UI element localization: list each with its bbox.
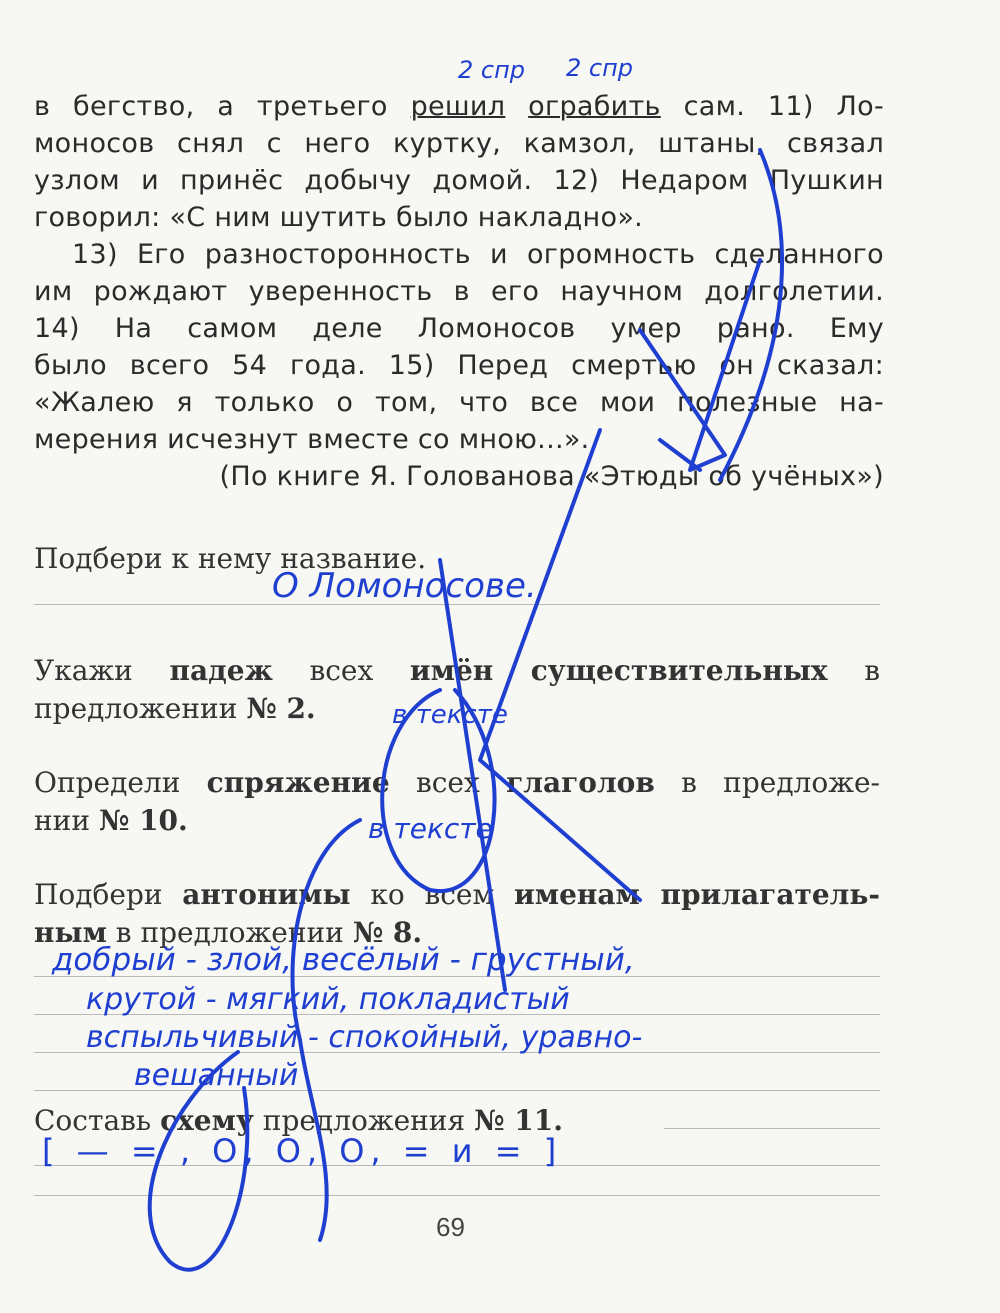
task-keyword: ным: [34, 916, 107, 949]
task-keyword: № 2.: [246, 692, 316, 725]
task-text: предложении: [34, 692, 247, 725]
task-text: в предложе-: [654, 766, 880, 799]
task-title-text: Подбери к нему название.: [34, 542, 427, 575]
handwritten-antonyms: вешанный: [134, 1058, 299, 1093]
underlined-verb-1: решил: [410, 91, 506, 122]
underlined-verb-2: ограбить: [528, 91, 661, 122]
stamp-stroke-k2: [480, 430, 640, 900]
task-keyword: № 8.: [352, 916, 423, 949]
task-keyword: № 10.: [98, 804, 188, 837]
stamp-stroke-o2: [382, 690, 494, 891]
task-text: ко всем: [350, 878, 514, 911]
handwritten-antonyms: вспыльчивый - спокойный, уравно-: [86, 1020, 643, 1055]
passage-text: в бегство, а третьего: [34, 91, 411, 122]
passage-line: «Жалею я только о том, что все мои полезные на-: [34, 387, 884, 418]
task-text: Определи: [34, 766, 207, 799]
passage-line: моносов снял с него куртку, камзол, штаны, связал: [34, 128, 884, 159]
task-text: в: [827, 654, 880, 687]
task-text: в предложении: [106, 916, 353, 949]
task-text: всех: [389, 766, 507, 799]
task-keyword: № 11.: [474, 1104, 563, 1137]
passage-text: сам. 11) Ло-: [660, 91, 884, 122]
passage-line: 13) Его разносторонность и огромность сделанного: [72, 239, 884, 270]
task-keyword: спряжение: [206, 766, 390, 799]
passage-line: узлом и принёс добычу домой. 12) Недаром Пушкин: [34, 165, 884, 196]
passage-source: (По книге Я. Голованова «Этюды об учёных»): [219, 461, 884, 492]
handwritten-antonyms: крутой - мягкий, покладистый: [86, 982, 570, 1017]
handwritten-case-answer: в тексте: [392, 700, 508, 730]
handwritten-annotation: 2 спр: [566, 54, 634, 82]
stamp-stroke-o: [150, 1052, 248, 1270]
task-keyword: глаголов: [506, 766, 655, 799]
handwritten-antonyms: добрый - злой, весёлый - грустный,: [52, 942, 635, 978]
passage-line: говорил: «С ним шутить было накладно».: [34, 202, 644, 233]
stamp-stroke-v: [720, 150, 782, 480]
passage-line: 14) На самом деле Ломоносов умер рано. Ему: [34, 313, 884, 344]
passage-line: мерения исчезнут вместе со мною...».: [34, 424, 590, 455]
stamp-stroke-z: [293, 820, 361, 1240]
handwritten-conj-answer: в тексте: [368, 812, 493, 845]
task-text: предложения: [253, 1104, 475, 1137]
task-text: Укажи: [34, 654, 170, 687]
task-keyword: имён существительных: [409, 654, 828, 687]
task-keyword: антонимы: [182, 878, 351, 911]
handwritten-title-answer: О Ломоносове.: [272, 566, 537, 606]
task-text: Подбери: [34, 878, 183, 911]
handwritten-scheme: [ — = , O, O, O, = и = ]: [42, 1132, 563, 1170]
passage-line: было всего 54 года. 15) Перед смертью он сказал:: [34, 350, 884, 381]
page-number: 69: [436, 1212, 465, 1242]
task-text: всех: [272, 654, 410, 687]
task-text: Составь: [34, 1104, 161, 1137]
handwritten-annotation: 2 спр: [458, 56, 526, 84]
passage-line: им рождают уверенность в его научном долголетии.: [34, 276, 884, 307]
task-keyword: схему: [160, 1104, 254, 1137]
task-text: нии: [34, 804, 99, 837]
task-keyword: именам прилагатель-: [514, 878, 881, 911]
task-keyword: падеж: [169, 654, 273, 687]
